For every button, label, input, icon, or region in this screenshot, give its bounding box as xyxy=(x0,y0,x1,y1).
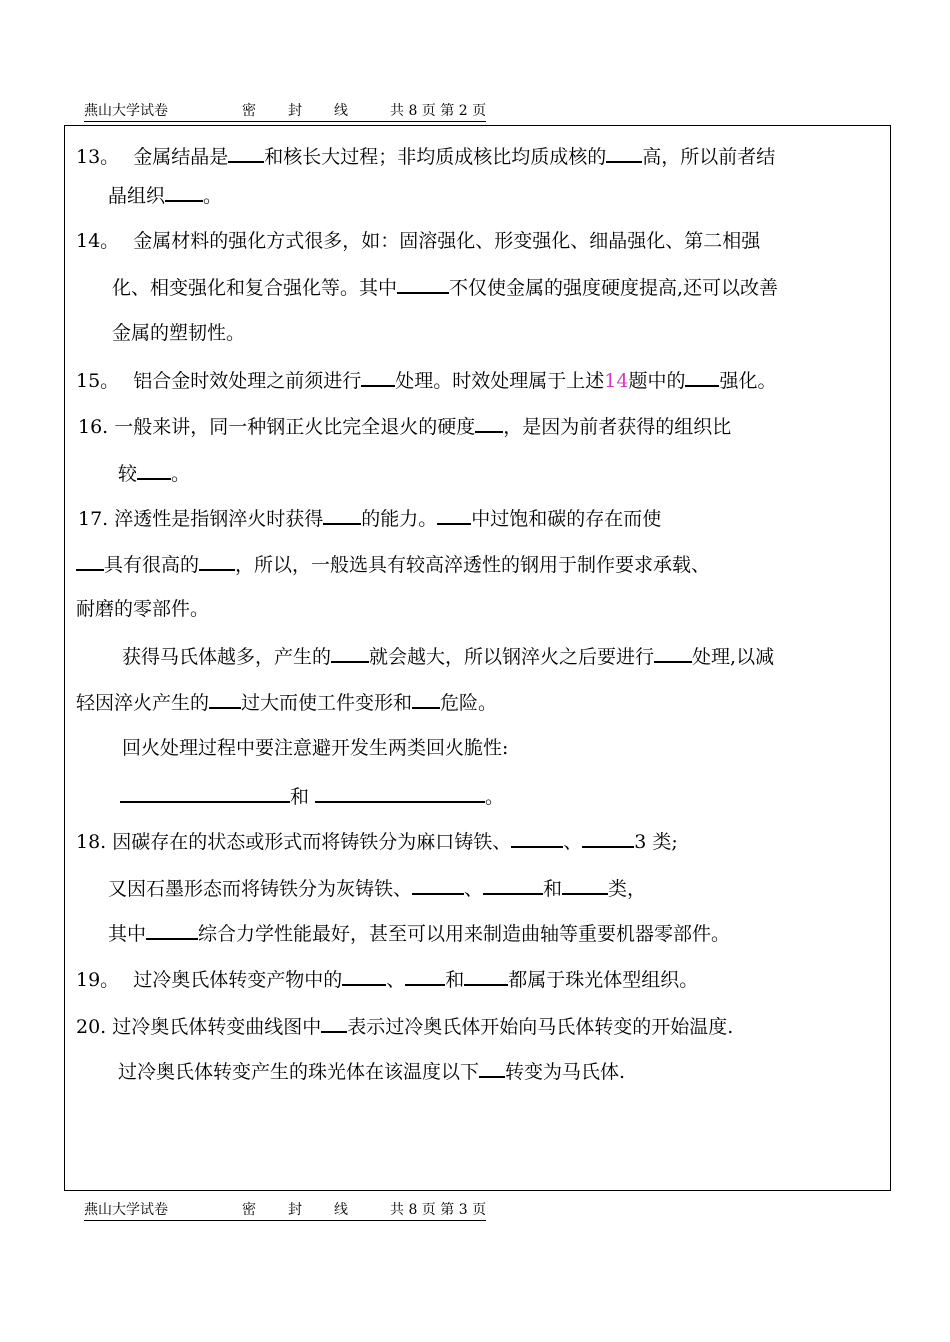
q17-blank-5 xyxy=(331,643,369,663)
q18-blank-1 xyxy=(511,828,563,848)
q17-blank-7 xyxy=(209,689,241,709)
q19-number: 19。 xyxy=(76,969,120,991)
q16-blank-1 xyxy=(475,413,503,433)
q15-line: 15。 铝合金时效处理之前须进行 处理。时效处理属于上述14题中的 强化。 xyxy=(76,367,776,393)
q18-blank-6 xyxy=(146,920,198,940)
q17-line6: 回火处理过程中要注意避开发生两类回火脆性: xyxy=(122,737,509,759)
footer-seal-xian: 线 xyxy=(334,1202,348,1218)
q15-number: 15。 xyxy=(76,370,120,392)
q14-line2: 化、相变强化和复合强化等。其中 不仅使金属的强度硬度提高,还可以改善 xyxy=(112,274,778,300)
q13-line2: 晶组织 。 xyxy=(108,182,222,208)
q20-blank-1 xyxy=(321,1013,347,1033)
q18-line2: 又因石墨形态而将铸铁分为灰铸铁、 、 和 类， xyxy=(108,875,646,901)
q14-line1: 14。 金属材料的强化方式很多，如：固溶强化、形变强化、细晶强化、第二相强 xyxy=(76,230,761,252)
q17-blank-8 xyxy=(412,689,440,709)
q19-blank-1 xyxy=(342,966,386,986)
q20-line2: 过冷奥氏体转变产生的珠光体在该温度以下 转变为马氏体. xyxy=(118,1058,625,1084)
q14-line3: 金属的塑韧性。 xyxy=(112,322,246,344)
q16-line2: 较 。 xyxy=(118,460,190,486)
q17-line1: 17. 淬透性是指钢淬火时获得 的能力。 中过饱和碳的存在而使 xyxy=(78,505,661,531)
header-page-count: 共 8 页 第 2 页 xyxy=(390,103,487,119)
q18-blank-5 xyxy=(562,875,608,895)
header-seal-mi: 密 xyxy=(242,103,256,119)
q18-blank-3 xyxy=(412,875,464,895)
q17-line4: 获得马氏体越多，产生的 就会越大，所以钢淬火之后要进行 处理,以减 xyxy=(122,643,774,669)
q17-blank-10 xyxy=(315,783,485,803)
q17-line3: 耐磨的零部件。 xyxy=(76,598,210,620)
q16-blank-2 xyxy=(137,460,171,480)
footer-school: 燕山大学试卷 xyxy=(84,1202,168,1218)
header-seal-xian: 线 xyxy=(334,103,348,119)
q17-blank-9 xyxy=(120,783,290,803)
q13-blank-2 xyxy=(606,143,642,163)
q16-line1: 16. 一般来讲，同一种钢正火比完全退火的硬度 ，是因为前者获得的组织比 xyxy=(78,413,731,439)
q17-blank-1 xyxy=(323,505,361,525)
q17-line2: 具有很高的 ，所以，一般选具有较高淬透性的钢用于制作要求承载、 xyxy=(76,551,710,577)
q20-blank-2 xyxy=(479,1058,505,1078)
q18-line3: 其中 综合力学性能最好，甚至可以用来制造曲轴等重要机器零部件。 xyxy=(108,920,730,946)
q20-line1: 20. 过冷奥氏体转变曲线图中 表示过冷奥氏体开始向马氏体转变的开始温度. xyxy=(76,1013,733,1039)
bottom-exam-header xyxy=(84,1199,486,1221)
q17-blank-6 xyxy=(654,643,692,663)
q14-blank-1 xyxy=(397,274,449,294)
q18-blank-2 xyxy=(582,828,634,848)
q13-number: 13。 xyxy=(76,146,120,168)
q15-blank-2 xyxy=(685,367,719,387)
footer-seal-feng: 封 xyxy=(288,1202,302,1218)
top-exam-header xyxy=(84,100,486,122)
q17-blank-4 xyxy=(199,551,235,571)
q15-question-ref: 14 xyxy=(604,370,629,392)
q17-blank-3 xyxy=(76,551,104,571)
q13-blank-3 xyxy=(165,182,203,202)
q14-number: 14。 xyxy=(76,230,120,252)
q18-blank-4 xyxy=(483,875,543,895)
q17-blank-2 xyxy=(437,505,471,525)
q19-blank-2 xyxy=(405,966,445,986)
q18-line1: 18. 因碳存在的状态或形式而将铸铁分为麻口铸铁、 、 3 类; xyxy=(76,828,678,854)
header-school: 燕山大学试卷 xyxy=(84,103,168,119)
q17-line7: 和 。 xyxy=(120,783,504,809)
header-seal-feng: 封 xyxy=(288,103,302,119)
q19-blank-3 xyxy=(464,966,508,986)
footer-seal-mi: 密 xyxy=(242,1202,256,1218)
q13-line1: 13。 金属结晶是 和核长大过程；非均质成核比均质成核的 高，所以前者结 xyxy=(76,143,775,169)
q15-blank-1 xyxy=(361,367,395,387)
footer-page-count: 共 8 页 第 3 页 xyxy=(390,1202,487,1218)
q13-blank-1 xyxy=(228,143,264,163)
q17-line5: 轻因淬火产生的 过大而使工件变形和 危险。 xyxy=(76,689,497,715)
q19-line: 19。 过冷奥氏体转变产物中的 、 和 都属于珠光体型组织。 xyxy=(76,966,698,992)
